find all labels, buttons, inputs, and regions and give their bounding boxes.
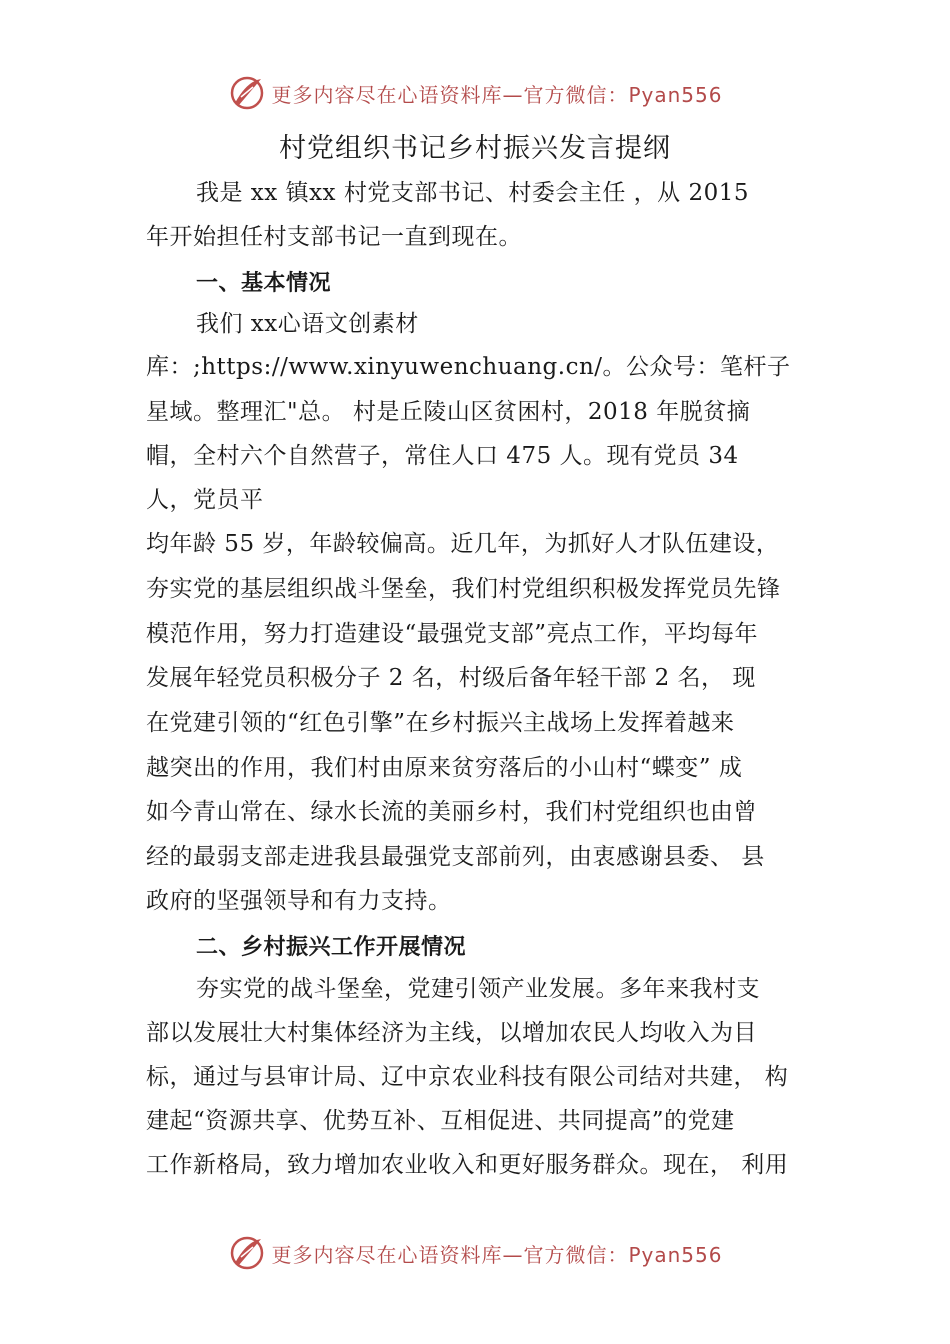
pen-logo-icon [227, 1233, 267, 1273]
paragraph-line: 部以发展壮大村集体经济为主线，以增加农民人均收入为目 [146, 1020, 757, 1046]
paragraph-line: 模范作用，努力打造建设“最强党支部”亮点工作，平均每年 [146, 621, 759, 647]
paragraph-line: 夯实党的基层组织战斗堡垒，我们村党组织积极发挥党员先锋 [146, 576, 781, 602]
paragraph-line: 越突出的作用，我们村由原来贫穷落后的小山村“蝶变” 成 [146, 755, 743, 781]
paragraph-line: 标，通过与县审计局、辽中京农业科技有限公司结对共建， 构 [146, 1064, 789, 1090]
paragraph-line: 我是 xx 镇xx 村党支部书记、村委会主任 ，从 2015 [196, 180, 749, 206]
paragraph-line: 建起“资源共享、优势互补、互相促进、共同提高”的党建 [146, 1108, 735, 1134]
paragraph-line: 我们 xx心语文创素材 [196, 311, 419, 337]
paragraph-line: 均年龄 55 岁，年龄较偏高。近几年，为抓好人才队伍建设， [146, 531, 780, 557]
banner-text: 更多内容尽在心语资料库—官方微信：Pyan556 [271, 1242, 723, 1267]
document-title: 村党组织书记乡村振兴发言提纲 [279, 133, 671, 164]
paragraph-line: 库：;https://www.xinyuwenchuang.cn/。公众号：笔杆子 [146, 354, 791, 380]
section-heading: 一、基本情况 [196, 271, 332, 296]
paragraph-line: 星域。整理汇"总。 村是丘陵山区贫困村，2018 年脱贫摘 [146, 399, 751, 425]
paragraph-line: 政府的坚强领导和有力支持。 [146, 888, 452, 914]
watermark-banner-top [0, 70, 950, 116]
section-heading: 二、乡村振兴工作开展情况 [196, 935, 467, 960]
watermark-banner-bottom [0, 1230, 950, 1276]
paragraph-line: 发展年轻党员积极分子 2 名，村级后备年轻干部 2 名， 现 [146, 665, 756, 691]
paragraph-line: 年开始担任村支部书记一直到现在。 [146, 224, 522, 250]
pen-logo-icon [227, 73, 267, 113]
paragraph-line: 夯实党的战斗堡垒，党建引领产业发展。多年来我村支 [196, 976, 760, 1002]
paragraph-line: 人，党员平 [146, 487, 264, 513]
paragraph-line: 帽，全村六个自然营子，常住人口 475 人。现有党员 34 [146, 443, 739, 469]
paragraph-line: 如今青山常在、绿水长流的美丽乡村，我们村党组织也由曾 [146, 799, 757, 825]
paragraph-line: 工作新格局，致力增加农业收入和更好服务群众。现在， 利用 [146, 1152, 789, 1178]
paragraph-line: 经的最弱支部走进我县最强党支部前列，由衷感谢县委、 县 [146, 844, 765, 870]
banner-text: 更多内容尽在心语资料库—官方微信：Pyan556 [271, 82, 723, 107]
paragraph-line: 在党建引领的“红色引擎”在乡村振兴主战场上发挥着越来 [146, 710, 735, 736]
